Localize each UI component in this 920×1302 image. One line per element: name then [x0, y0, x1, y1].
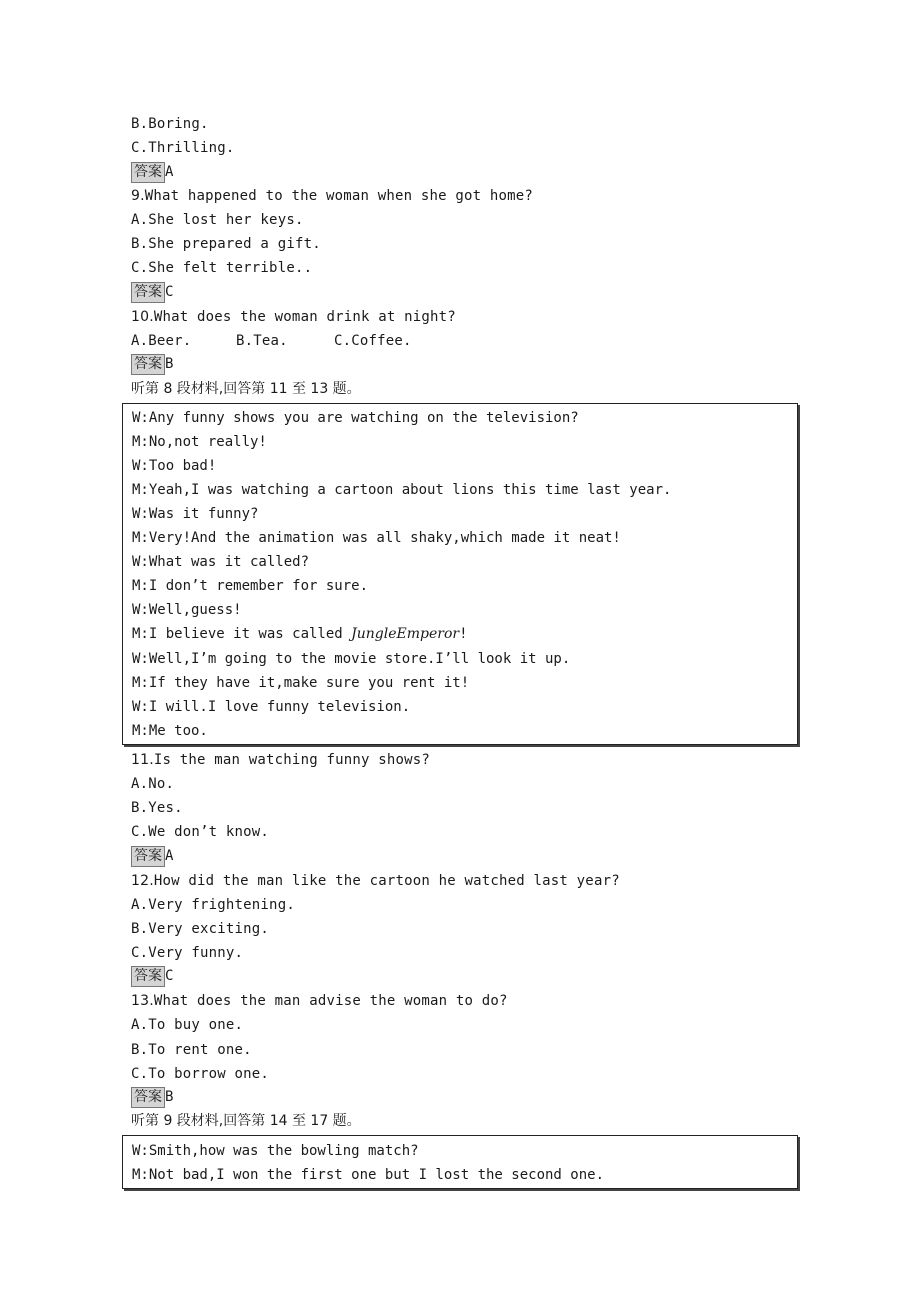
- q9-option-a: A.She lost her keys.: [131, 212, 304, 228]
- q11-answer: [131, 845, 173, 867]
- answer-value: B: [165, 356, 174, 372]
- section8-dialogue-box: [122, 403, 798, 745]
- q10-option-c: C.Coffee.: [334, 333, 412, 349]
- dialogue-line: W:Was it funny?: [132, 506, 259, 522]
- q13-option-b: B.To rent one.: [131, 1042, 252, 1058]
- question-text: What happened to the woman when she got home?: [144, 188, 534, 204]
- question-text: Is the man watching funny shows?: [153, 752, 430, 768]
- q10-option-b: B.Tea.: [236, 333, 288, 349]
- q11-option-a: A.No.: [131, 776, 175, 792]
- answer-tag: 答案: [131, 1087, 165, 1108]
- question-number: 12.: [131, 873, 154, 889]
- q9-option-b: B.She prepared a gift.: [131, 236, 321, 252]
- dialogue-line: [132, 622, 468, 646]
- q11-option-b: B.Yes.: [131, 800, 183, 816]
- q13-answer: [131, 1086, 173, 1108]
- answer-value: A: [165, 164, 174, 180]
- answer-tag: 答案: [131, 162, 165, 183]
- dialogue-line: M:No,not really!: [132, 434, 267, 450]
- q11-question: [131, 748, 430, 772]
- answer-value: B: [165, 1089, 174, 1105]
- q10-option-a: A.Beer.: [131, 333, 192, 349]
- question-number: 11.: [131, 752, 154, 768]
- q8-answer: [131, 161, 173, 183]
- question-text: How did the man like the cartoon he watched last year?: [153, 873, 620, 889]
- q8-option-c: C.Thrilling.: [131, 140, 235, 156]
- dialogue-line: W:Too bad!: [132, 458, 217, 474]
- dialogue-text: M:I believe it was called: [132, 626, 352, 642]
- dialogue-line: M:Not bad,I won the first one but I lost the second one.: [132, 1167, 605, 1183]
- dialogue-line: W:Smith,how was the bowling match?: [132, 1143, 419, 1159]
- q9-answer: [131, 281, 173, 303]
- dialogue-line: M:Very!And the animation was all shaky,which made it neat!: [132, 530, 621, 546]
- dialogue-line: W:Any funny shows you are watching on the television?: [132, 410, 579, 426]
- dialogue-line: W:Well,I’m going to the movie store.I’ll look it up.: [132, 651, 571, 667]
- dialogue-line: W:I will.I love funny television.: [132, 699, 411, 715]
- q10-question: [131, 305, 456, 329]
- dialogue-line: M:If they have it,make sure you rent it!: [132, 675, 470, 691]
- dialogue-line: M:Yeah,I was watching a cartoon about lions this time last year.: [132, 482, 672, 498]
- question-number: 13.: [131, 993, 154, 1009]
- dialogue-suffix: !: [459, 626, 468, 642]
- q13-option-c: C.To borrow one.: [131, 1066, 270, 1082]
- q12-answer: [131, 965, 173, 987]
- answer-tag: 答案: [131, 354, 165, 375]
- answer-tag: 答案: [131, 966, 165, 987]
- answer-value: A: [165, 848, 174, 864]
- q12-question: [131, 869, 620, 893]
- answer-value: C: [165, 284, 174, 300]
- dialogue-line: M:I don’t remember for sure.: [132, 578, 369, 594]
- question-number: 10.: [131, 309, 154, 325]
- q10-answer: [131, 353, 173, 375]
- q11-option-c: C.We don’t know.: [131, 824, 270, 840]
- dialogue-line: M:Me too.: [132, 723, 208, 739]
- section9-dialogue-box: [122, 1135, 798, 1189]
- answer-tag: 答案: [131, 282, 165, 303]
- dialogue-line: W:Well,guess!: [132, 602, 242, 618]
- question-text: What does the man advise the woman to do?: [153, 993, 508, 1009]
- answer-value: C: [165, 968, 174, 984]
- q8-option-b: B.Boring.: [131, 116, 209, 132]
- q9-question: [131, 184, 533, 208]
- q13-option-a: A.To buy one.: [131, 1017, 244, 1033]
- answer-tag: 答案: [131, 846, 165, 867]
- cartoon-title: JungleEmperor: [351, 626, 460, 642]
- q9-option-c: C.She felt terrible..: [131, 260, 313, 276]
- question-text: What does the woman drink at night?: [153, 309, 456, 325]
- question-number: 9.: [131, 188, 145, 204]
- section8-header: 听第 8 段材料,回答第 11 至 13 题。: [131, 381, 361, 397]
- q13-question: [131, 989, 508, 1013]
- q12-option-c: C.Very funny.: [131, 945, 244, 961]
- q10-options: [131, 329, 412, 353]
- q12-option-a: A.Very frightening.: [131, 897, 295, 913]
- q12-option-b: B.Very exciting.: [131, 921, 270, 937]
- section9-header: 听第 9 段材料,回答第 14 至 17 题。: [131, 1113, 361, 1129]
- dialogue-line: W:What was it called?: [132, 554, 310, 570]
